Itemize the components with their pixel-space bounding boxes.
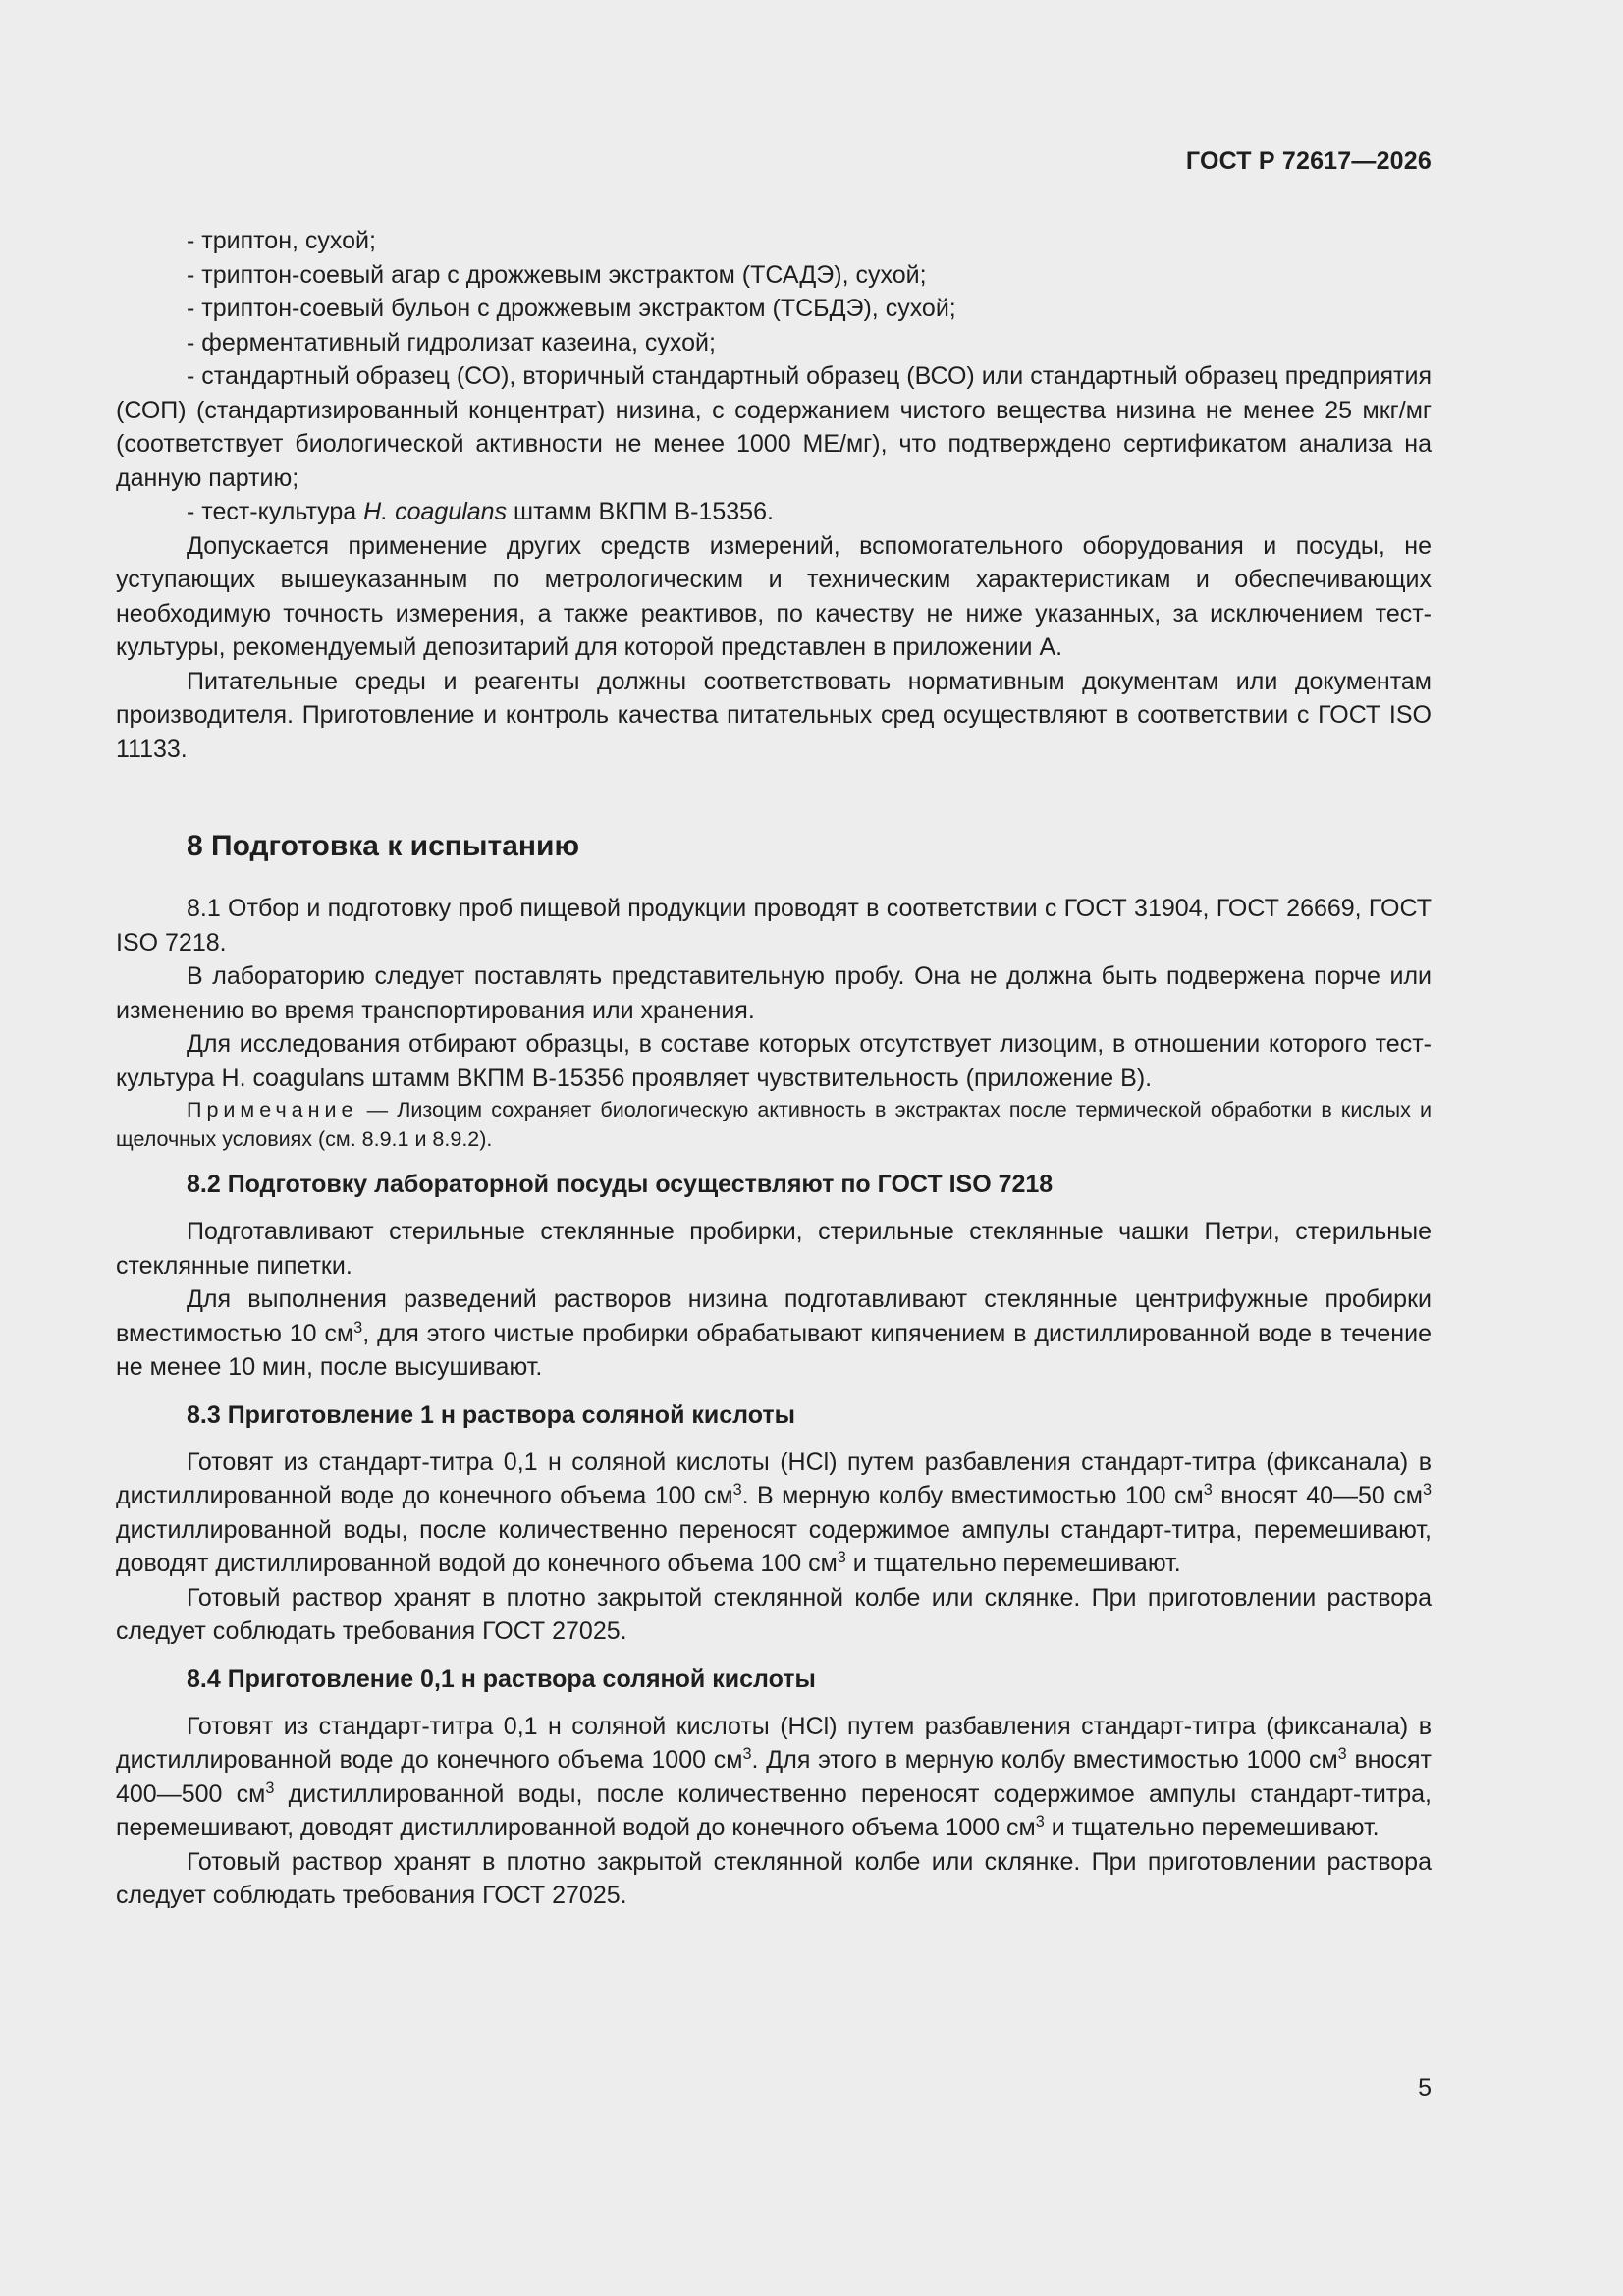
paragraph: В лабораторию следует поставлять представительную пробу. Она не должна быть подвержена порче или изменению во время транспортирования или хранения.: [116, 962, 1432, 1024]
paragraph: Готовый раствор хранят в плотно закрытой стеклянной колбе или склянке. При приготовлении раствора следует соблюдать требования ГОСТ 27025.: [116, 1583, 1432, 1645]
page-content: [116, 224, 1432, 1913]
note: [116, 1095, 1432, 1154]
list-item-culture: - тест-культура H. coagulans штамм ВКПМ В-15356.: [187, 498, 774, 525]
note-text: — Лизоцим сохраняет биологическую активность в экстрактах после термической обработки в кислых и щелочных условиях (см. 8.9.1 и 8.9.2).: [116, 1098, 1432, 1151]
paragraph: Готовят из стандарт-титра 0,1 н соляной кислоты (HCl) путем разбавления стандарт-титра (фиксанала) в дистиллированной воде до конечного объема 100 $см^3$. В мерную колбу вместимостью 100 $см^3$ вносят 40—50 $см^3$ дистиллированной воды, после количественно переносят содержимое ампулы стандарт-титра, перемешивают, доводят дистиллированной водой до конечного объема 100 $см^3$ и тщательно перемешивают.: [116, 1448, 1433, 1577]
note-label: Примечание: [187, 1098, 358, 1121]
page-number: 5: [1418, 2074, 1432, 2102]
paragraph: Подготавливают стерильные стеклянные пробирки, стерильные стеклянные чашки Петри, стерильные стеклянные пипетки.: [116, 1218, 1432, 1280]
subsection-heading: 8.4 Приготовление 0,1 н раствора соляной кислоты: [187, 1665, 816, 1693]
section-heading: 8 Подготовка к испытанию: [187, 830, 580, 862]
paragraph: Допускается применение других средств измерений, вспомогательного оборудования и посуды, не уступающих вышеуказанным по метрологическим и техническим характеристикам и обеспечивающих необходимую точность измерения, а также реактивов, по качеству не ниже указанных, за исключением тест-культуры, рекомендуемый депозитарий для которой представлен в приложении А.: [116, 531, 1432, 661]
list-item: - стандартный образец (СО), вторичный стандартный образец (ВСО) или стандартный образец предприятия (СОП) (стандартизированный концентрат) низина, с содержанием чистого вещества низина не менее 25 мкг/мг (соответствует биологической активности не менее 1000 МЕ/мг), что подтверждено сертификатом анализа на данную партию;: [116, 362, 1432, 492]
document-code-header: ГОСТ Р 72617—2026: [1185, 147, 1432, 175]
subsection-heading: 8.3 Приготовление 1 н раствора соляной кислоты: [187, 1400, 795, 1429]
paragraph: Готовят из стандарт-титра 0,1 н соляной кислоты (HCl) путем разбавления стандарт-титра (фиксанала) в дистиллированной воде до конечного объема 1000 $см^3$. Для этого в мерную колбу вместимостью 1000 $см^3$ вносят 400—500 $см^3$ дистиллированной воды, после количественно переносят содержимое ампулы стандарт-титра, перемешивают, доводят дистиллированной водой до конечного объема 1000 $см^3$ и тщательно перемешивают.: [116, 1712, 1432, 1841]
species-name: H. coagulans: [363, 498, 508, 525]
paragraph: Готовый раствор хранят в плотно закрытой стеклянной колбе или склянке. При приготовлении раствора следует соблюдать требования ГОСТ 27025.: [116, 1847, 1432, 1909]
paragraph: Питательные среды и реагенты должны соответствовать нормативным документам или документам производителя. Приготовление и контроль качества питательных сред осуществляют в соответствии с ГОСТ ISO 11133.: [116, 667, 1432, 763]
list-item: - триптон-соевый агар с дрожжевым экстрактом (ТСАДЭ), сухой;: [187, 260, 927, 289]
paragraph: 8.1 Отбор и подготовку проб пищевой продукции проводят в соответствии с ГОСТ 31904, ГОСТ 26669, ГОСТ ISO 7218.: [116, 895, 1432, 957]
list-item: - триптон-соевый бульон с дрожжевым экстрактом (ТСБДЭ), сухой;: [187, 295, 956, 322]
subsection-heading: 8.2 Подготовку лабораторной посуды осуществляют по ГОСТ ISO 7218: [187, 1171, 1054, 1198]
list-item: - триптон, сухой;: [187, 227, 376, 254]
paragraph: Для выполнения разведений растворов низина подготавливают стеклянные центрифужные пробирки вместимостью 10 $см^3$, для этого чистые пробирки обрабатывают кипячением в дистиллированной воде в течение не менее 10 мин, после высушивают.: [116, 1285, 1432, 1381]
paragraph: Для исследования отбирают образцы, в составе которых отсутствует лизоцим, в отношении которого тест-культура H. coagulans штамм ВКПМ В-15356 проявляет чувствительность (приложение В).: [116, 1030, 1432, 1092]
list-item: - ферментативный гидролизат казеина, сухой;: [187, 328, 716, 356]
